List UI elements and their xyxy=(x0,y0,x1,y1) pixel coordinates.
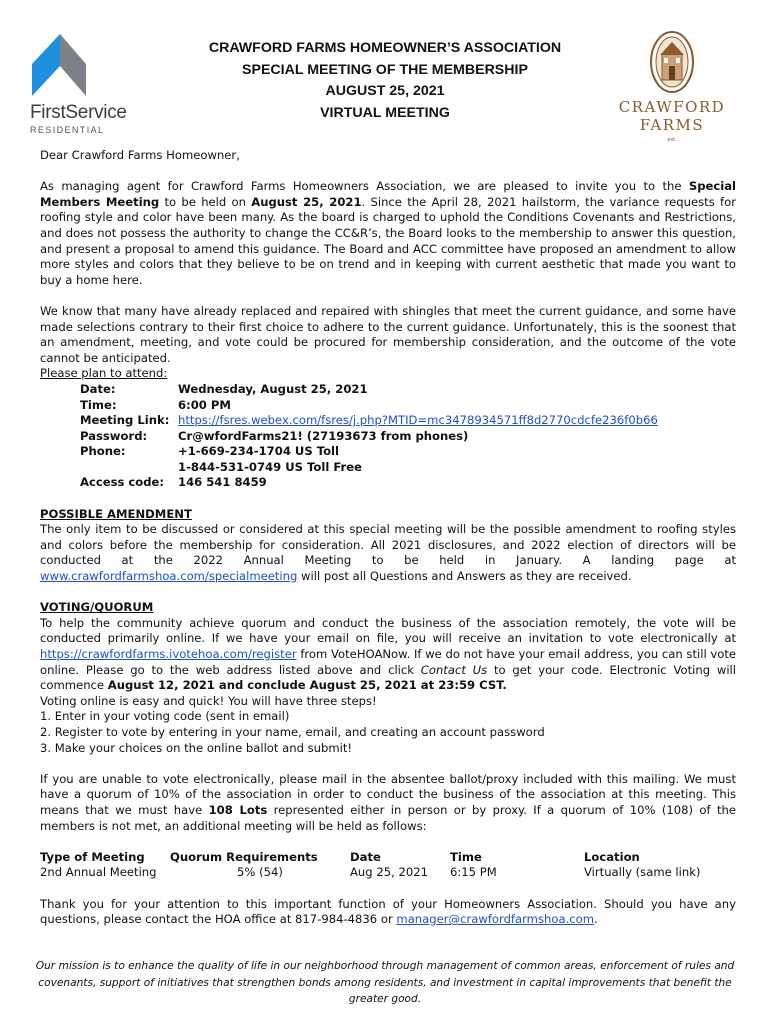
time-value: 6:00 PM xyxy=(178,397,231,412)
table-header-date: Date xyxy=(350,849,381,864)
voting-heading: VOTING/QUORUM xyxy=(40,600,154,615)
crest-icon xyxy=(649,30,695,94)
detail-phone-2 xyxy=(80,460,736,476)
intro-text-3: . Since the April 28, 2021 hailstorm, the variance requests for roofing style and color have been many. As the board is charged to uphold the Conditions Covenants and Restrictions, and does not possess the authority to change the CC&R’s, the Board looks to the membership to answer this question, and present a proposal to amend this guidance. The Board and ACC committee have proposed an amendment to allow more styles and colors that they believe to be on trend and in keeping with current aesthetic that made you want to buy a home here. xyxy=(40,194,736,287)
second-paragraph: We know that many have already replaced and repaired with shingles that meet the current guidance, and some have made selections contrary to their first choice to adhere to the current guidance. Unfortunately, this is the soonest that an amendment, meeting, and vote could be procured for membership consideration, and the outcome of the vote cannot be anticipated. xyxy=(40,303,736,365)
table-header-quorum: Quorum Requirements xyxy=(170,849,318,864)
contact-us-text: Contact Us xyxy=(420,662,488,677)
voting-text-1: To help the community achieve quorum and conduct the business of the association remotely, the vote will be conducted primarily online. If we have your email on file, you will receive an invitation to vote electronically at xyxy=(40,615,736,646)
meeting-link[interactable]: https://fsres.webex.com/fsres/j.php?MTID=mc3478934571ff8d2770cdcfe236f0b66 xyxy=(178,413,658,428)
table-header-time: Time xyxy=(450,849,482,864)
access-value: 146 541 8459 xyxy=(178,475,267,490)
table-header-type: Type of Meeting xyxy=(40,849,145,864)
mission-footer: Our mission is to enhance the quality of life in our neighborhood through management of common areas, enforcement of rules and covenants, support of initiatives that strengthen bonds among residents, and investment in capital improvements that benefit the greater good. xyxy=(35,960,735,1005)
plan-label: Please plan to attend: xyxy=(40,366,168,381)
logo-gray-facet xyxy=(60,34,86,96)
firstservice-sub: RESIDENTIAL xyxy=(30,125,105,135)
amendment-heading: POSSIBLE AMENDMENT xyxy=(40,506,192,521)
amendment-paragraph xyxy=(40,522,736,584)
date-label: Date: xyxy=(80,381,116,396)
closing-text-2: . xyxy=(594,912,598,927)
amendment-text: The only item to be discussed or considered at this special meeting will be the possible amendment to roofing styles and colors before the membership for consideration. All 2021 disclosures, and 2022 election of directors will be conducted at the 2022 Annual Meeting to be held in January. A landing page at xyxy=(40,522,736,568)
phone-value-2: 1-844-531-0749 US Toll Free xyxy=(178,459,362,474)
date-value: Wednesday, August 25, 2021 xyxy=(178,381,368,396)
voting-dates-bold: August 12, 2021 and conclude August 25, 2021 at 23:59 CST. xyxy=(107,678,507,693)
crest-est: est. xyxy=(667,137,677,143)
header-line-2: SPECIAL MEETING OF THE MEMBERSHIP xyxy=(242,61,528,78)
voting-easy: Voting online is easy and quick! You will have three steps! xyxy=(40,693,377,708)
table-cell-location: Virtually (same link) xyxy=(584,865,701,880)
salutation: Dear Crawford Farms Homeowner, xyxy=(40,148,240,162)
password-label: Password: xyxy=(80,428,148,443)
ivotehoa-link[interactable]: https://crawfordfarms.ivotehoa.com/register xyxy=(40,647,297,661)
closing-paragraph xyxy=(40,897,736,928)
detail-date xyxy=(80,382,736,398)
meeting-details xyxy=(80,382,736,491)
link-label: Meeting Link: xyxy=(80,413,170,428)
crawford-name: CRAWFORD xyxy=(618,98,726,116)
time-label: Time: xyxy=(80,397,117,412)
farms-name: FARMS xyxy=(639,116,705,134)
voting-step-3: 3. Make your choices on the online ballot and submit! xyxy=(40,740,353,755)
voting-steps xyxy=(40,694,736,756)
special-meeting-link[interactable]: www.crawfordfarmshoa.com/specialmeeting xyxy=(40,569,298,584)
manager-email-link[interactable]: manager@crawfordfarmshoa.com xyxy=(396,912,595,927)
meeting-table xyxy=(40,850,736,881)
table-cell-date: Aug 25, 2021 xyxy=(350,865,428,880)
detail-password xyxy=(80,429,736,445)
detail-link xyxy=(80,413,736,429)
absentee-bold-lots: 108 Lots xyxy=(208,802,268,817)
firstservice-name: FirstService xyxy=(30,102,127,123)
firstservice-mark-icon xyxy=(30,32,88,98)
firstservice-logo xyxy=(30,32,150,135)
detail-time xyxy=(80,398,736,414)
table-cell-type: 2nd Annual Meeting xyxy=(40,865,157,880)
absentee-paragraph xyxy=(40,772,736,834)
phone-value-1: +1-669-234-1704 US Toll xyxy=(178,444,340,459)
header-line-1: CRAWFORD FARMS HOMEOWNER’S ASSOCIATION xyxy=(208,40,562,56)
voting-step-2: 2. Register to vote by entering in your name, email, and creating an account password xyxy=(40,724,545,739)
intro-bold-meeting: Special Members Meeting xyxy=(40,179,736,209)
header-line-4: VIRTUAL MEETING xyxy=(320,104,450,121)
table-header-location: Location xyxy=(584,849,640,864)
intro-text-2: to be held on xyxy=(159,194,252,209)
crawford-farms-logo xyxy=(612,30,732,143)
voting-text-2: from VoteHOANow. If we do not have your email address, you can still vote online. Please go to the web address listed above and click xyxy=(40,647,736,677)
voting-paragraph xyxy=(40,616,736,694)
access-label: Access code: xyxy=(80,475,165,490)
detail-access xyxy=(80,475,736,491)
password-value: Cr@wfordFarms21! (27193673 from phones) xyxy=(178,428,469,443)
closing-text-1: Thank you for your attention to this important function of your Homeowners Association. Should you have any questions, please contact the HOA office at 817-984-4836 or xyxy=(40,896,736,927)
table-cell-time: 6:15 PM xyxy=(450,865,497,880)
voting-step-1: 1. Enter in your voting code (sent in email) xyxy=(40,709,290,724)
absentee-text-1: If you are unable to vote electronically, please mail in the absentee ballot/proxy included with this mailing. We must have a quorum of 10% of the association in order to conduct the business of the association at this meeting. This means that we must have xyxy=(40,771,736,817)
document-header xyxy=(150,38,620,124)
intro-text-1: As managing agent for Crawford Farms Homeowners Association, we are pleased to invite you to the xyxy=(40,179,689,194)
header-line-3: AUGUST 25, 2021 xyxy=(325,83,445,99)
table-cell-quorum: 5% (54) xyxy=(237,865,283,880)
phone-label: Phone: xyxy=(80,444,126,459)
absentee-text-2: represented either in person or by proxy. If a quorum of 10% (108) of the members is not met, an additional meeting will be held as follows: xyxy=(40,802,736,833)
amendment-text-2: will post all Questions and Answers as they are received. xyxy=(297,569,632,584)
voting-text-3: to get your code. Electronic Voting will commence xyxy=(40,662,736,693)
intro-bold-date: August 25, 2021 xyxy=(251,194,362,209)
detail-phone xyxy=(80,444,736,460)
letter-body xyxy=(40,148,736,928)
logo-blue-facet xyxy=(32,34,60,96)
intro-paragraph xyxy=(40,179,736,288)
